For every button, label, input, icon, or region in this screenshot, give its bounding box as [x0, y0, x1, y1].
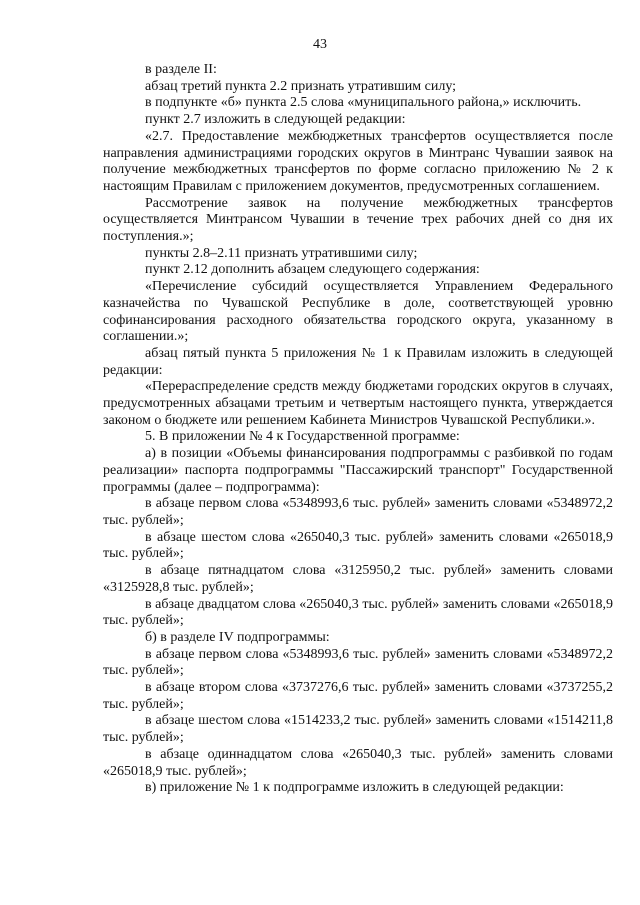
- paragraph: абзац пятый пункта 5 приложения № 1 к Правилам изложить в следующей редакции:: [103, 345, 613, 378]
- paragraph: в абзаце первом слова «5348993,6 тыс. рублей» заменить словами «5348972,2 тыс. рублей»;: [103, 496, 613, 528]
- paragraph: в абзаце шестом слова «265040,3 тыс. рублей» заменить словами «265018,9 тыс. рублей»;: [103, 529, 613, 562]
- paragraph: в абзаце двадцатом слова «265040,3 тыс. рублей» заменить словами «265018,9 тыс. рублей»;: [103, 596, 613, 629]
- paragraph: в) приложение № 1 к подпрограмме изложить в следующей редакции:: [145, 780, 564, 796]
- paragraph: в подпункте «б» пункта 2.5 слова «муниципального района,» исключить.: [145, 95, 582, 111]
- paragraph: пункт 2.7 изложить в следующей редакции:: [145, 112, 406, 128]
- paragraph: «Перечисление субсидий осуществляется Управлением Федерального казначейства по Чувашской Республике в доле, соответствующей уровню софинансирования расходного обязательства городского округа, указанному в соглашении.»;: [103, 279, 613, 345]
- paragraph: Рассмотрение заявок на получение межбюджетных трансфертов осуществляется Минтрансом Чувашии в течение трех рабочих дней со дня их поступления.»;: [103, 195, 613, 245]
- page-number: 43: [313, 37, 327, 52]
- paragraph: пункты 2.8–2.11 признать утратившими силу;: [145, 245, 418, 261]
- paragraph: в абзаце первом слова «5348993,6 тыс. рублей» заменить словами «5348972,2 тыс. рублей»;: [103, 646, 613, 679]
- paragraph: «Перераспределение средств между бюджетами городских округов в случаях, предусмотренных абзацами третьим и четвертым настоящего пункта, утверждается законом о бюджете или решением Кабинета Министров Чувашской Республики.».: [103, 379, 613, 428]
- document-body: [103, 62, 613, 797]
- paragraph: б) в разделе IV подпрограммы:: [145, 629, 330, 645]
- paragraph: в разделе II:: [145, 62, 217, 77]
- paragraph: в абзаце пятнадцатом слова «3125950,2 тыс. рублей» заменить словами «3125928,8 тыс. рублей»;: [103, 563, 613, 595]
- paragraph: в абзаце втором слова «3737276,6 тыс. рублей» заменить словами «3737255,2 тыс. рублей»;: [103, 680, 613, 712]
- paragraph: в абзаце шестом слова «1514233,2 тыс. рублей» заменить словами «1514211,8 тыс. рублей»;: [103, 713, 613, 746]
- paragraph: в абзаце одиннадцатом слова «265040,3 тыс. рублей» заменить словами «265018,9 тыс. рублей»;: [103, 746, 613, 779]
- paragraph: «2.7. Предоставление межбюджетных трансфертов осуществляется после направления администрациями городских округов в Минтранс Чувашии заявок на получение межбюджетных трансфертов по форме согласно приложению № 2 к настоящим Правилам с приложением документов, предусмотренных соглашением.: [103, 128, 613, 194]
- paragraph: пункт 2.12 дополнить абзацем следующего содержания:: [145, 262, 480, 278]
- paragraph: 5. В приложении № 4 к Государственной программе:: [145, 429, 460, 445]
- paragraph: а) в позиции «Объемы финансирования подпрограммы с разбивкой по годам реализации» паспорта подпрограммы "Пассажирский транспорт" Государственной программы (далее – подпрограмма):: [103, 446, 613, 495]
- paragraph: абзац третий пункта 2.2 признать утратившим силу;: [145, 78, 457, 94]
